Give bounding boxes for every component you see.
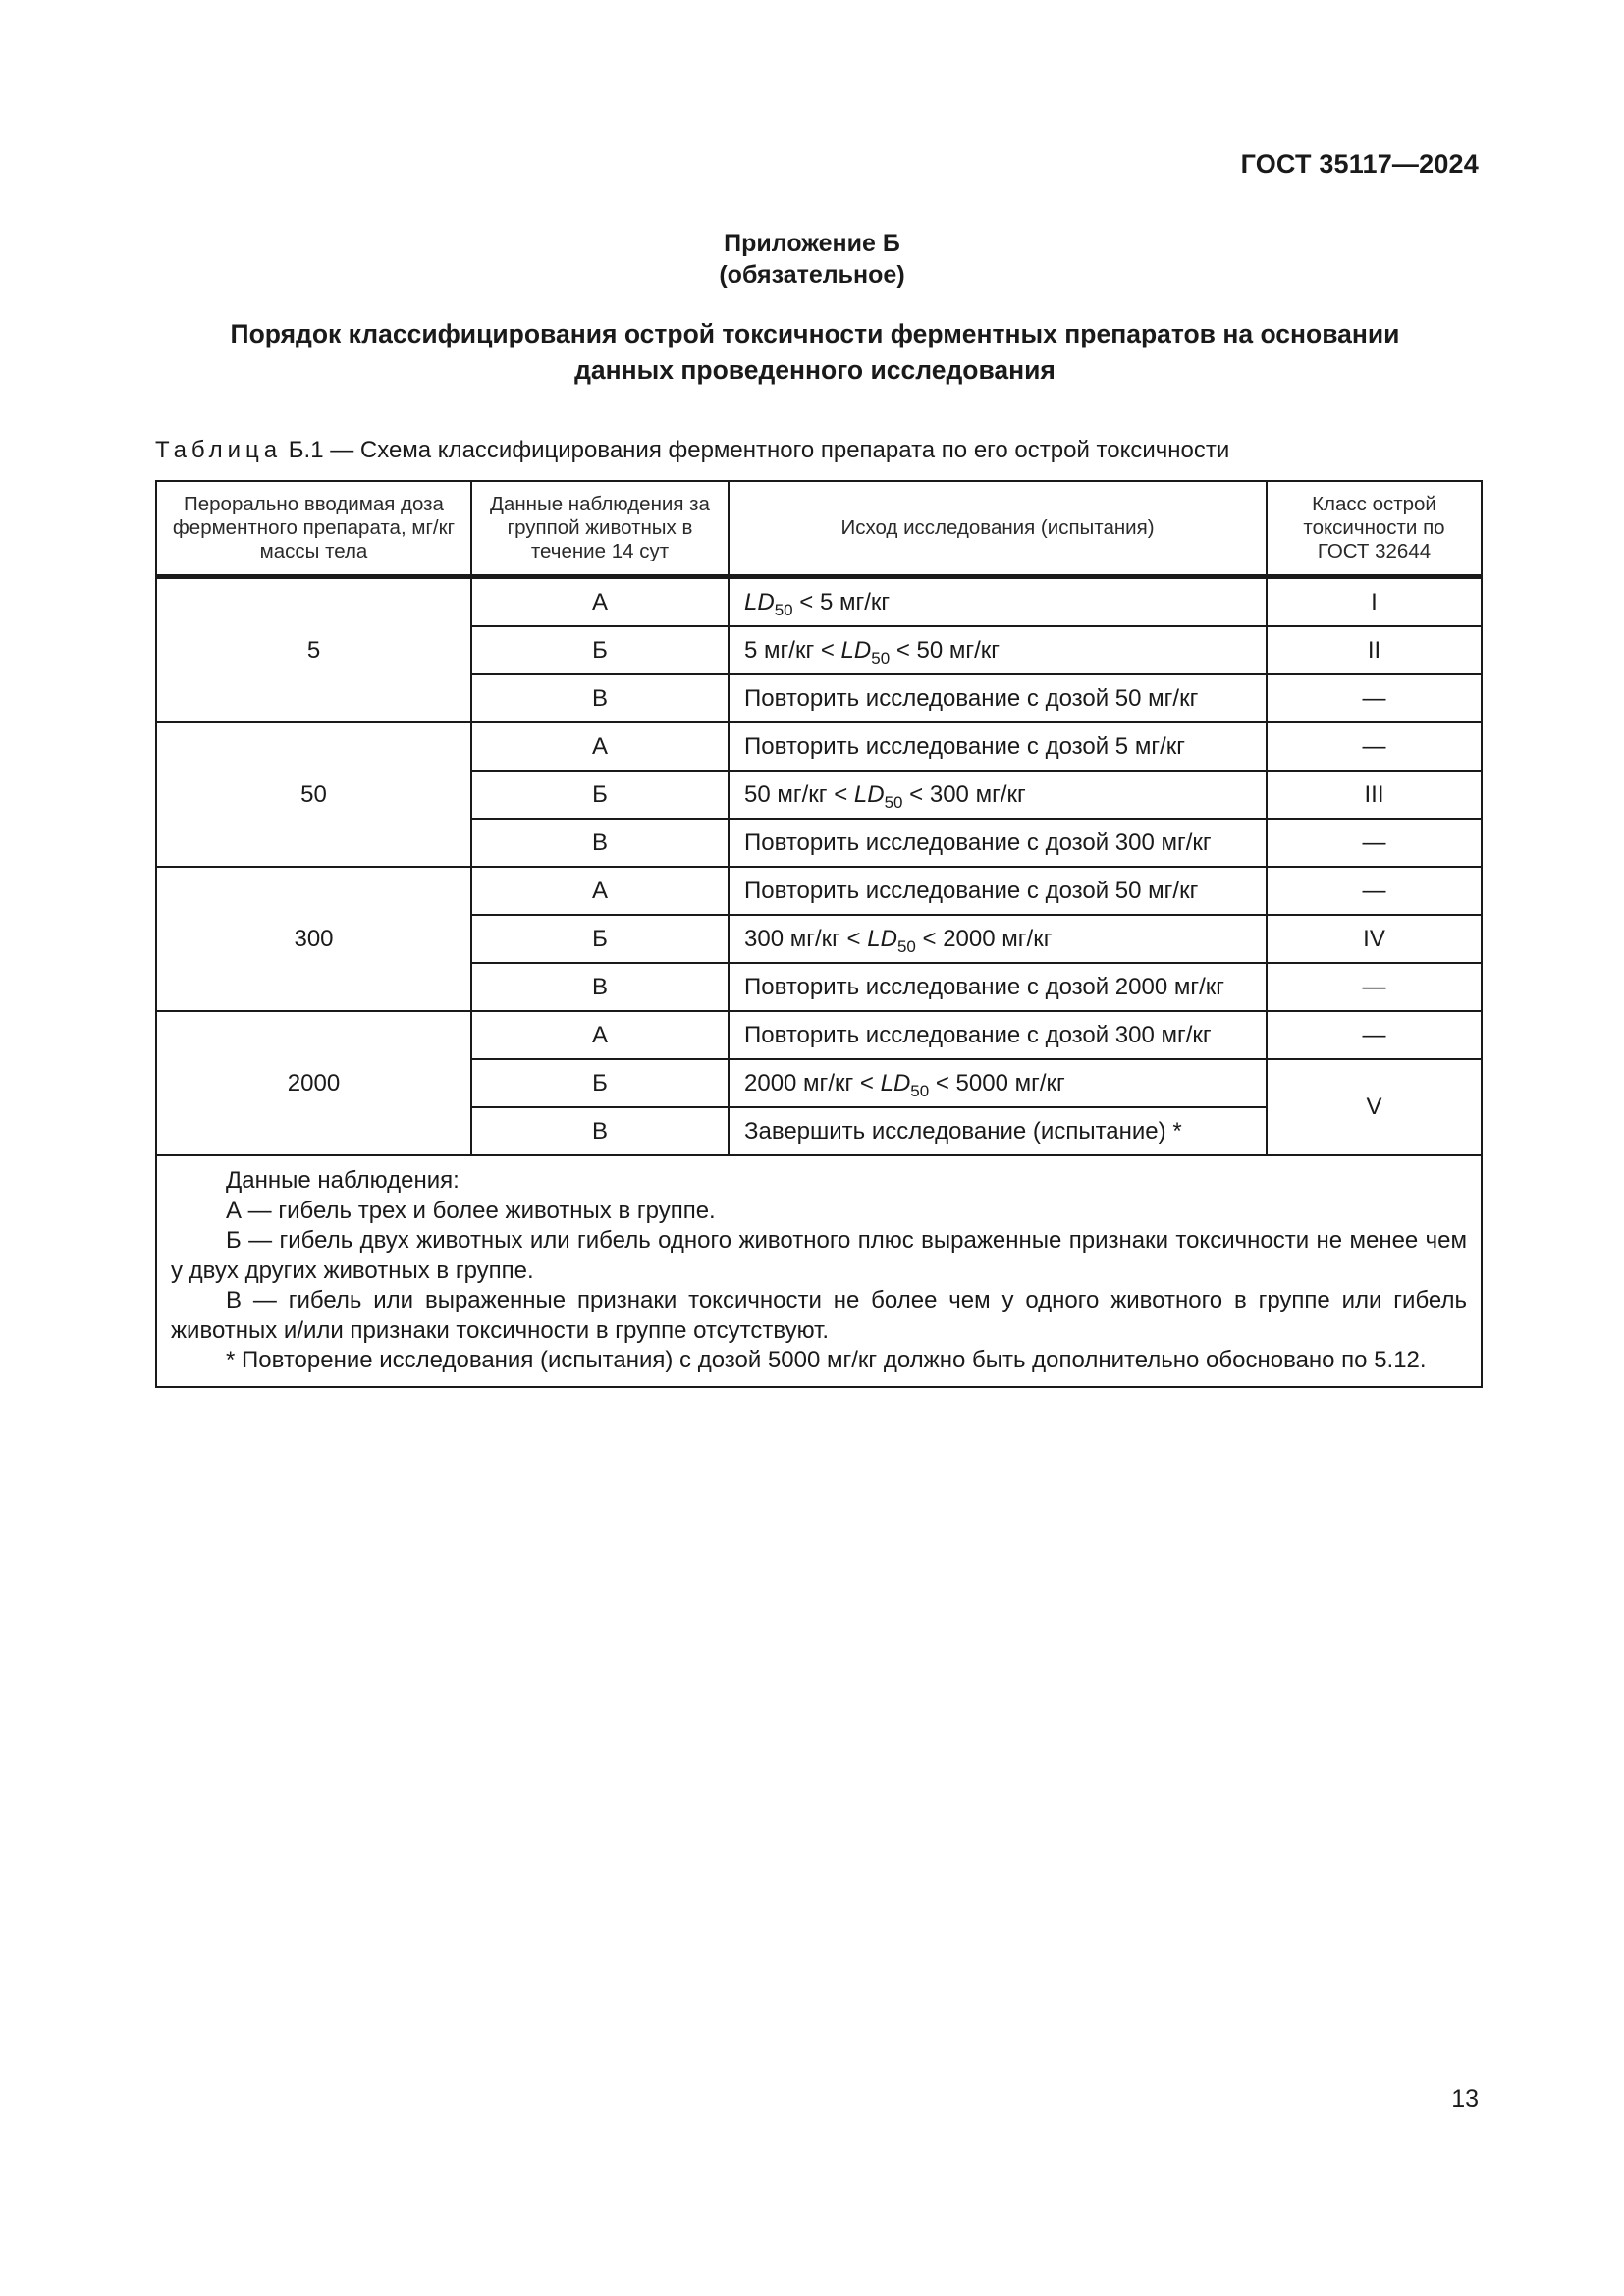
class-cell: — xyxy=(1267,722,1482,771)
column-header-dose: Перорально вводимая доза ферментного препарата, мг/кг массы тела xyxy=(156,481,471,577)
notes-line: А — гибель трех и более животных в группе. xyxy=(226,1197,716,1224)
ld50-symbol xyxy=(853,780,903,812)
outcome-cell: Повторить исследование с дозой 50 мг/кг xyxy=(729,867,1267,915)
ld-symbol-text: LD xyxy=(744,588,775,615)
table-row xyxy=(156,867,1482,915)
outcome-cell: Повторить исследование с дозой 2000 мг/кг xyxy=(729,963,1267,1011)
outcome-suffix: < 50 мг/кг xyxy=(890,636,1001,664)
column-header-outcome: Исход исследования (испытания) xyxy=(729,481,1267,577)
class-cell: — xyxy=(1267,674,1482,722)
observation-cell: Б xyxy=(471,1059,729,1107)
observation-cell: А xyxy=(471,1011,729,1059)
observation-cell: В xyxy=(471,963,729,1011)
outcome-cell xyxy=(729,626,1267,674)
appendix-heading xyxy=(0,228,1624,291)
ld-subscript: 50 xyxy=(871,648,891,667)
ld50-symbol xyxy=(867,925,916,956)
observation-cell: А xyxy=(471,722,729,771)
observation-cell: В xyxy=(471,674,729,722)
table-notes xyxy=(156,1155,1482,1387)
class-cell: — xyxy=(1267,867,1482,915)
table-body xyxy=(156,577,1482,1387)
document-code: ГОСТ 35117—2024 xyxy=(1240,149,1479,179)
dose-cell: 50 xyxy=(156,722,471,867)
class-cell: I xyxy=(1267,577,1482,627)
ld50-symbol xyxy=(840,636,891,667)
outcome-cell: Повторить исследование с дозой 300 мг/кг xyxy=(729,819,1267,867)
ld50-symbol xyxy=(744,588,793,619)
outcome-prefix: 2000 мг/кг < xyxy=(744,1069,881,1096)
observation-cell: В xyxy=(471,819,729,867)
class-cell: II xyxy=(1267,626,1482,674)
dose-cell: 5 xyxy=(156,577,471,723)
outcome-cell: Повторить исследование с дозой 5 мг/кг xyxy=(729,722,1267,771)
table-caption-label: Таблица xyxy=(155,437,283,463)
class-cell: — xyxy=(1267,819,1482,867)
outcome-suffix: < 5000 мг/кг xyxy=(929,1069,1065,1096)
outcome-prefix: 300 мг/кг < xyxy=(744,925,868,952)
outcome-cell xyxy=(729,577,1267,627)
notes-line: Данные наблюдения: xyxy=(226,1167,460,1194)
outcome-suffix: < 300 мг/кг xyxy=(902,780,1026,808)
outcome-cell xyxy=(729,771,1267,819)
class-cell: — xyxy=(1267,1011,1482,1059)
dose-cell: 2000 xyxy=(156,1011,471,1155)
outcome-suffix: < 2000 мг/кг xyxy=(915,925,1053,952)
class-cell: — xyxy=(1267,963,1482,1011)
table-row xyxy=(156,577,1482,627)
page-number: 13 xyxy=(1451,2085,1479,2112)
table-caption xyxy=(155,437,1229,464)
ld-symbol-text: LD xyxy=(880,1069,911,1096)
outcome-cell xyxy=(729,1059,1267,1107)
ld-subscript: 50 xyxy=(910,1081,930,1100)
appendix-title: Приложение Б xyxy=(724,230,900,257)
observation-cell: А xyxy=(471,577,729,627)
outcome-cell: Завершить исследование (испытание) * xyxy=(729,1107,1267,1155)
ld-symbol-text: LD xyxy=(867,925,897,952)
ld-subscript: 50 xyxy=(774,600,793,619)
ld50-symbol xyxy=(880,1069,930,1100)
observation-cell: Б xyxy=(471,771,729,819)
observation-cell: Б xyxy=(471,626,729,674)
table-row xyxy=(156,722,1482,771)
table-row xyxy=(156,1011,1482,1059)
ld-symbol-text: LD xyxy=(853,780,885,808)
notes-line: Б — гибель двух животных или гибель одного животного плюс выраженные признаки токсичности не менее чем у двух других животных в группе. xyxy=(171,1227,1467,1284)
outcome-cell xyxy=(729,915,1267,963)
table-notes-row xyxy=(156,1155,1482,1387)
toxicity-classification-table xyxy=(155,480,1483,1388)
dose-cell: 300 xyxy=(156,867,471,1011)
table-header-row xyxy=(156,481,1482,577)
class-cell: III xyxy=(1267,771,1482,819)
observation-cell: А xyxy=(471,867,729,915)
document-title: Порядок классифицирования острой токсичности ферментных препаратов на основании данных проведенного исследования xyxy=(230,319,1400,385)
ld-subscript: 50 xyxy=(896,936,916,956)
table-caption-text: Б.1 — Схема классифицирования ферментного препарата по его острой токсичности xyxy=(288,437,1230,463)
outcome-cell: Повторить исследование с дозой 50 мг/кг xyxy=(729,674,1267,722)
column-header-observation: Данные наблюдения за группой животных в течение 14 сут xyxy=(471,481,729,577)
class-cell: V xyxy=(1267,1059,1482,1155)
outcome-suffix: < 5 мг/кг xyxy=(792,588,891,615)
column-header-class: Класс острой токсичности по ГОСТ 32644 xyxy=(1267,481,1482,577)
outcome-prefix: 50 мг/кг < xyxy=(744,780,854,808)
notes-line: В — гибель или выраженные признаки токсичности не более чем у одного животного в группе или гибель животных и/или признаки токсичности в группе отсутствуют. xyxy=(171,1287,1467,1344)
notes-line: * Повторение исследования (испытания) с дозой 5000 мг/кг должно быть дополнительно обосновано по 5.12. xyxy=(226,1347,1427,1373)
observation-cell: В xyxy=(471,1107,729,1155)
outcome-prefix: 5 мг/кг < xyxy=(744,636,841,664)
class-cell: IV xyxy=(1267,915,1482,963)
ld-subscript: 50 xyxy=(884,792,903,812)
observation-cell: Б xyxy=(471,915,729,963)
appendix-status: (обязательное) xyxy=(719,261,905,289)
ld-symbol-text: LD xyxy=(840,636,872,664)
outcome-cell: Повторить исследование с дозой 300 мг/кг xyxy=(729,1011,1267,1059)
